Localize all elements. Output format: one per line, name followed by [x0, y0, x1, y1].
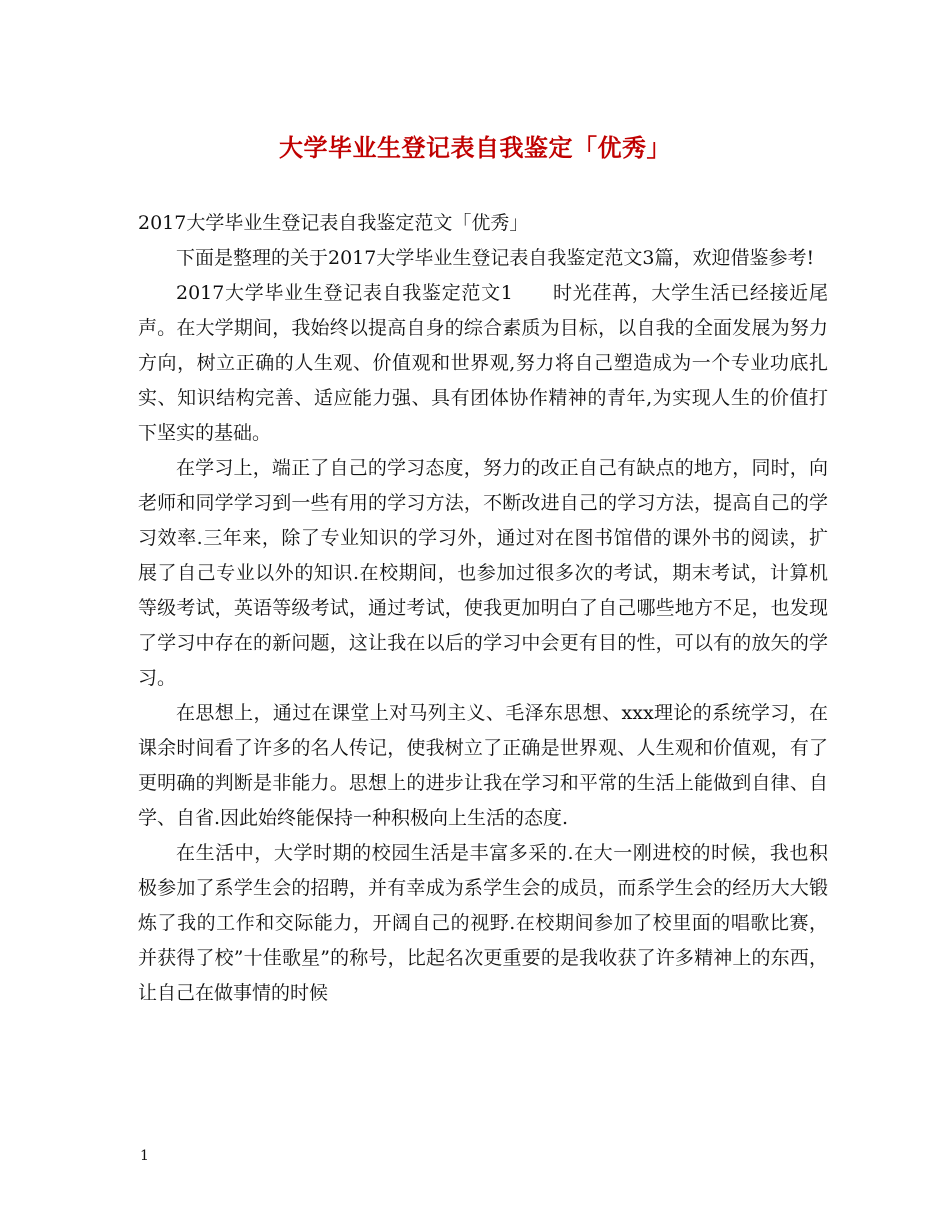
essay-opening-paragraph: 2017大学毕业生登记表自我鉴定范文1 时光荏苒，大学生活已经接近尾声。在大学期间，我始终以提高自身的综合素质为目标，以自我的全面发展为努力方向，树立正确的人生观、价值观和世界观,努力将自己塑造成为一个专业功底扎实、知识结构完善、适应能力强、具有团体协作精神的青年,为实现人生的价值打下坚实的基础。 [138, 282, 828, 444]
document-subtitle: 2017大学毕业生登记表自我鉴定范文「优秀」 [138, 212, 529, 234]
intro-paragraph: 下面是整理的关于2017大学毕业生登记表自我鉴定范文3篇，欢迎借鉴参考! [176, 247, 815, 269]
page-number: 1 [140, 1148, 149, 1164]
study-paragraph: 在学习上，端正了自己的学习态度，努力的改正自己有缺点的地方，同时，向老师和同学学习到一些有用的学习方法，不断改进自己的学习方法，提高自己的学习效率.三年来，除了专业知识的学习外，通过对在图书馆借的课外书的阅读，扩展了自己专业以外的知识.在校期间，也参加过很多次的考试，期末考试，计算机等级考试，英语等级考试，通过考试，使我更加明白了自己哪些地方不足，也发现了学习中存在的新问题，这让我在以后的学习中会更有目的性，可以有的放矢的学习。 [138, 457, 828, 689]
document-title: 大学毕业生登记表自我鉴定「优秀」 [279, 133, 671, 162]
document-body [138, 206, 828, 1011]
life-paragraph: 在生活中，大学时期的校园生活是丰富多采的.在大一刚进校的时候，我也积极参加了系学生会的招聘，并有幸成为系学生会的成员，而系学生会的经历大大锻炼了我的工作和交际能力，开阔自己的视野.在校期间参加了校里面的唱歌比赛，并获得了校”十佳歌星”的称号，比起名次更重要的是我收获了许多精神上的东西，让自己在做事情的时候 [138, 842, 828, 1004]
thought-paragraph: 在思想上，通过在课堂上对马列主义、毛泽东思想、xxx理论的系统学习，在课余时间看了许多的名人传记，使我树立了正确是世界观、人生观和价值观，有了更明确的判断是非能力。思想上的进步让我在学习和平常的生活上能做到自律、自学、自省.因此始终能保持一种积极向上生活的态度. [138, 702, 828, 829]
